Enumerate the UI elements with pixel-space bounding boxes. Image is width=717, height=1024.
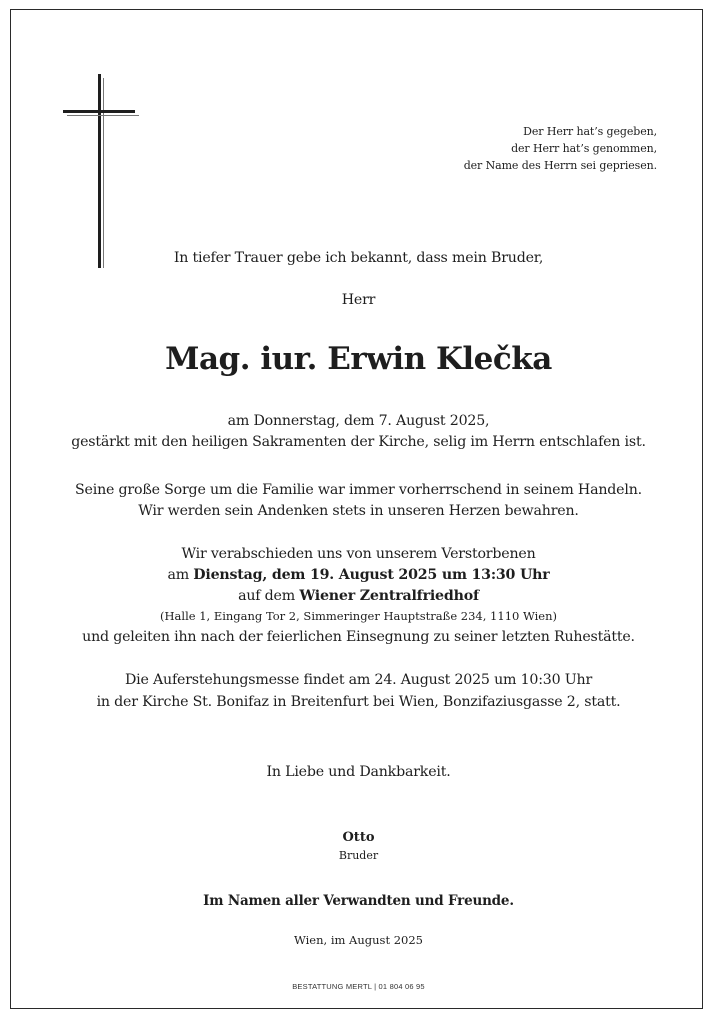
farewell-line-last: und geleiten ihn nach der feierlichen Einsegnung zu seiner letzten Ruhestätte.	[82, 629, 635, 645]
farewell-address: (Halle 1, Eingang Tor 2, Simmeringer Hauptstraße 234, 1110 Wien)	[160, 609, 557, 623]
announcement: In tiefer Trauer gebe ich bekannt, dass mein Bruder,	[173, 250, 544, 266]
remembrance-line-2: Wir werden sein Andenken stets in unseren Herzen bewahren.	[138, 503, 579, 519]
verse-line-1: Der Herr hat’s gegeben,	[523, 125, 657, 138]
cross-horizontal-bar	[63, 110, 135, 113]
verse-line-2: der Herr hat’s genommen,	[511, 142, 657, 155]
funeral-home-footer: BESTATTUNG MERTL | 01 804 06 95	[292, 982, 425, 991]
farewell-date-bold: Dienstag, dem 19. August 2025 um 13:30 Uhr	[193, 567, 550, 583]
closing: In Liebe und Dankbarkeit.	[266, 764, 451, 780]
death-line-1: am Donnerstag, dem 7. August 2025,	[227, 413, 490, 429]
cross-horizontal-line	[67, 115, 139, 116]
farewell-date-prefix: am	[167, 567, 194, 583]
farewell-place-bold: Wiener Zentralfriedhof	[299, 588, 479, 604]
salutation: Herr	[341, 292, 376, 308]
mourner-name: Otto	[342, 830, 375, 845]
mourner-relation: Bruder	[338, 849, 379, 862]
on-behalf: Im Namen aller Verwandten und Freunde.	[203, 893, 514, 909]
bible-verse	[464, 123, 657, 174]
cross-vertical-bar	[98, 74, 101, 268]
mass-line-2: in der Kirche St. Bonifaz in Breitenfurt bei Wien, Bonzifaziusgasse 2, statt.	[96, 694, 621, 710]
deceased-name: Mag. iur. Erwin Klečka	[165, 341, 552, 377]
place-date: Wien, im August 2025	[294, 933, 423, 947]
farewell-place	[0, 585, 717, 608]
farewell-line-1: Wir verabschieden uns von unserem Verstorbenen	[181, 546, 536, 562]
cross-vertical-line	[103, 78, 104, 268]
death-line-2: gestärkt mit den heiligen Sakramenten der Kirche, selig im Herrn entschlafen ist.	[71, 434, 646, 450]
remembrance-line-1: Seine große Sorge um die Familie war immer vorherrschend in seinem Handeln.	[75, 482, 642, 498]
farewell-place-prefix: auf dem	[238, 588, 300, 604]
farewell-date	[0, 564, 717, 587]
verse-line-3: der Name des Herrn sei gepriesen.	[463, 159, 657, 172]
mass-line-1: Die Auferstehungsmesse findet am 24. August 2025 um 10:30 Uhr	[124, 672, 593, 688]
